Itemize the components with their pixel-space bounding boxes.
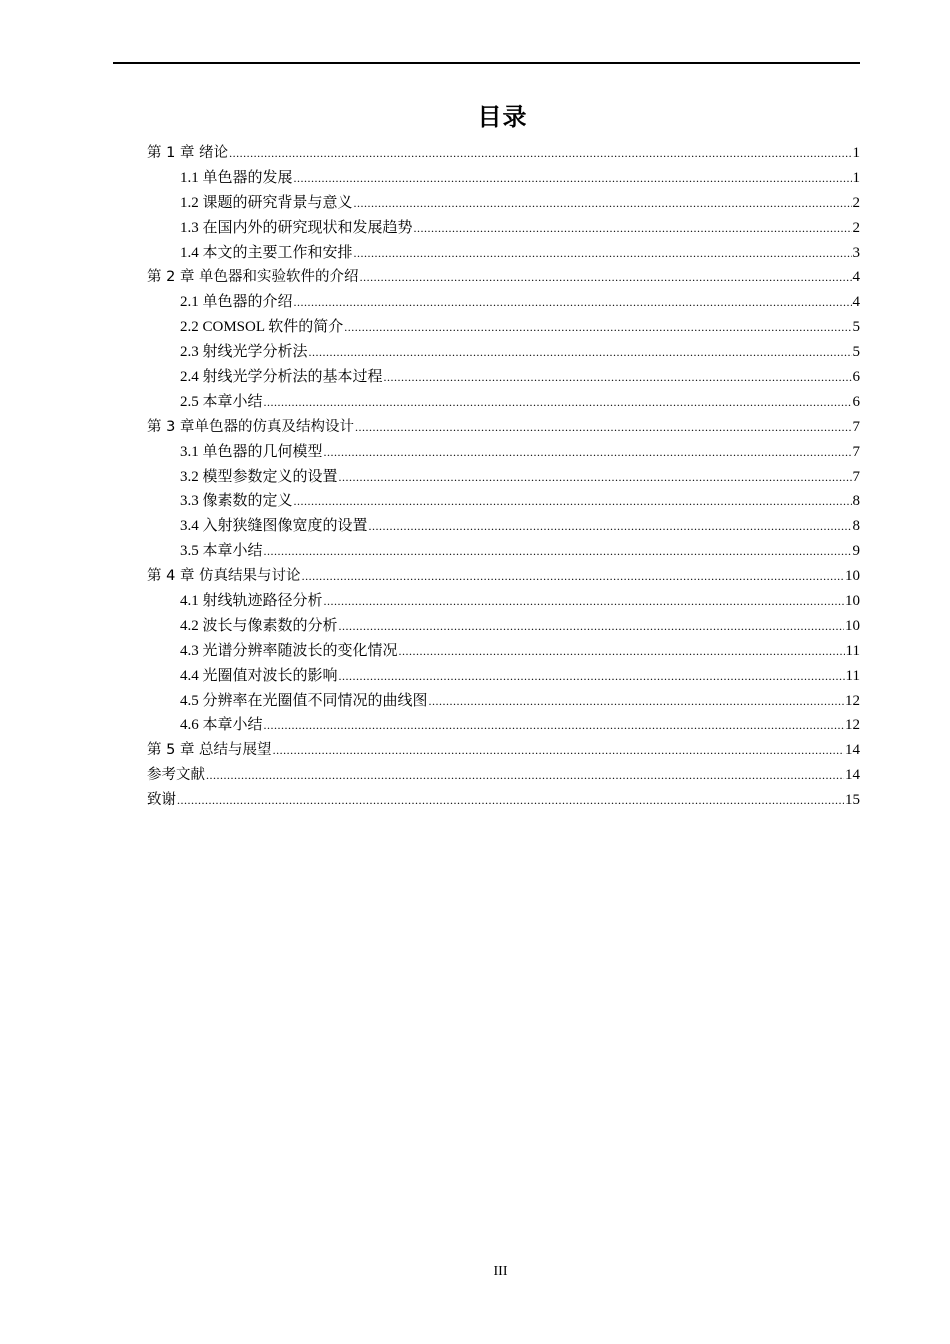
toc-entry-label: 4.1 射线轨迹路径分析 (180, 593, 323, 610)
toc-entry-label: 3.4 入射狭缝图像宽度的设置 (180, 518, 368, 535)
toc-entry-page-number: 8 (852, 518, 860, 535)
toc-entry-label: 2.5 本章小结 (180, 393, 263, 410)
toc-chapter-entry[interactable] (147, 141, 860, 166)
toc-entry-page-number: 12 (845, 717, 860, 734)
toc-entry-page-number: 5 (852, 344, 860, 361)
toc-section-entry[interactable] (147, 639, 860, 664)
toc-dot-leader (324, 440, 852, 465)
toc-entry-label: 3.1 单色器的几何模型 (180, 443, 323, 460)
toc-dot-leader (177, 788, 844, 813)
toc-dot-leader (384, 365, 852, 390)
toc-entry-page-number: 3 (852, 244, 860, 261)
toc-dot-leader (309, 340, 852, 365)
toc-section-entry[interactable] (147, 539, 860, 564)
toc-entry-page-number: 5 (852, 319, 860, 336)
toc-entry-label: 第 3 章单色器的仿真及结构设计 (147, 418, 354, 435)
toc-entry-label: 2.2 COMSOL 软件的简介 (180, 319, 344, 336)
toc-entry-label: 致谢 (147, 792, 176, 809)
toc-section-entry[interactable] (147, 390, 860, 415)
toc-section-entry[interactable] (147, 465, 860, 490)
toc-entry-page-number: 14 (845, 767, 860, 784)
toc-entry-label: 第 5 章 总结与展望 (147, 742, 272, 759)
toc-entry-page-number: 4 (852, 269, 860, 286)
toc-section-entry[interactable] (147, 216, 860, 241)
toc-dot-leader (414, 216, 852, 241)
toc-section-entry[interactable] (147, 689, 860, 714)
toc-entry-page-number: 14 (845, 742, 860, 759)
toc-chapter-entry[interactable] (147, 415, 860, 440)
toc-entry-label: 1.1 单色器的发展 (180, 169, 293, 186)
toc-entry-label: 3.2 模型参数定义的设置 (180, 468, 338, 485)
toc-dot-leader (399, 639, 845, 664)
toc-entry-page-number: 8 (852, 493, 860, 510)
toc-chapter-entry[interactable] (147, 738, 860, 763)
toc-dot-leader (354, 241, 852, 266)
toc-chapter-entry[interactable] (147, 265, 860, 290)
page-title: 目录 (477, 103, 528, 131)
toc-dot-leader (264, 713, 844, 738)
toc-dot-leader (264, 539, 852, 564)
toc-entry-page-number: 7 (852, 443, 860, 460)
toc-dot-leader (273, 738, 844, 763)
toc-section-entry[interactable] (147, 191, 860, 216)
toc-dot-leader (264, 390, 852, 415)
toc-entry-page-number: 6 (852, 393, 860, 410)
table-of-contents (147, 141, 860, 813)
toc-dot-leader (294, 166, 852, 191)
toc-entry-label: 4.5 分辨率在光圈值不同情况的曲线图 (180, 692, 428, 709)
toc-entry-page-number: 10 (845, 568, 860, 585)
toc-dot-leader (294, 489, 852, 514)
toc-entry-page-number: 12 (845, 692, 860, 709)
toc-dot-leader (302, 564, 844, 589)
toc-entry-label: 第 4 章 仿真结果与讨论 (147, 568, 301, 585)
toc-entry-page-number: 11 (845, 642, 860, 659)
toc-dot-leader (355, 415, 852, 440)
toc-section-entry[interactable] (147, 589, 860, 614)
toc-dot-leader (339, 664, 845, 689)
toc-entry-label: 2.3 射线光学分析法 (180, 344, 308, 361)
toc-entry-page-number: 1 (852, 169, 860, 186)
toc-dot-leader (369, 514, 852, 539)
toc-entry-page-number: 7 (852, 418, 860, 435)
toc-entry-label: 4.2 波长与像素数的分析 (180, 617, 338, 634)
toc-section-entry[interactable] (147, 340, 860, 365)
toc-entry-page-number: 2 (852, 194, 860, 211)
toc-entry-page-number: 10 (845, 593, 860, 610)
header-rule (113, 62, 860, 64)
toc-dot-leader (429, 689, 844, 714)
toc-entry-page-number: 15 (845, 792, 860, 809)
toc-entry-page-number: 4 (852, 294, 860, 311)
toc-section-entry[interactable] (147, 241, 860, 266)
toc-entry-label: 3.5 本章小结 (180, 543, 263, 560)
toc-entry-label: 1.2 课题的研究背景与意义 (180, 194, 353, 211)
toc-entry-label: 1.4 本文的主要工作和安排 (180, 244, 353, 261)
toc-section-entry[interactable] (147, 166, 860, 191)
toc-entry-label: 第 2 章 单色器和实验软件的介绍 (147, 269, 359, 286)
toc-section-entry[interactable] (147, 614, 860, 639)
toc-entry-page-number: 11 (845, 667, 860, 684)
toc-entry-page-number: 6 (852, 369, 860, 386)
toc-section-entry[interactable] (147, 365, 860, 390)
toc-chapter-entry[interactable] (147, 763, 860, 788)
toc-section-entry[interactable] (147, 514, 860, 539)
toc-entry-label: 参考文献 (147, 767, 205, 784)
toc-section-entry[interactable] (147, 315, 860, 340)
toc-section-entry[interactable] (147, 489, 860, 514)
toc-entry-page-number: 10 (845, 617, 860, 634)
toc-chapter-entry[interactable] (147, 564, 860, 589)
toc-dot-leader (324, 589, 844, 614)
toc-entry-page-number: 1 (852, 145, 860, 161)
toc-section-entry[interactable] (147, 440, 860, 465)
toc-entry-label: 4.6 本章小结 (180, 717, 263, 734)
toc-section-entry[interactable] (147, 713, 860, 738)
toc-dot-leader (229, 141, 851, 166)
toc-dot-leader (344, 315, 851, 340)
toc-entry-label: 2.4 射线光学分析法的基本过程 (180, 369, 383, 386)
toc-dot-leader (294, 290, 852, 315)
toc-dot-leader (354, 191, 852, 216)
toc-entry-label: 4.3 光谱分辨率随波长的变化情况 (180, 642, 398, 659)
toc-entry-page-number: 9 (852, 543, 860, 560)
toc-entry-page-number: 7 (852, 468, 860, 485)
toc-section-entry[interactable] (147, 290, 860, 315)
toc-entry-label: 2.1 单色器的介绍 (180, 294, 293, 311)
toc-entry-label: 4.4 光圈值对波长的影响 (180, 667, 338, 684)
toc-dot-leader (360, 265, 852, 290)
toc-entry-label: 3.3 像素数的定义 (180, 493, 293, 510)
toc-section-entry[interactable] (147, 664, 860, 689)
toc-dot-leader (206, 763, 844, 788)
toc-dot-leader (339, 614, 844, 639)
toc-entry-page-number: 2 (852, 219, 860, 236)
toc-chapter-entry[interactable] (147, 788, 860, 813)
toc-entry-label: 第 1 章 绪论 (147, 145, 229, 161)
toc-dot-leader (339, 465, 852, 490)
page-number: III (493, 1264, 508, 1279)
toc-entry-label: 1.3 在国内外的研究现状和发展趋势 (180, 219, 413, 236)
